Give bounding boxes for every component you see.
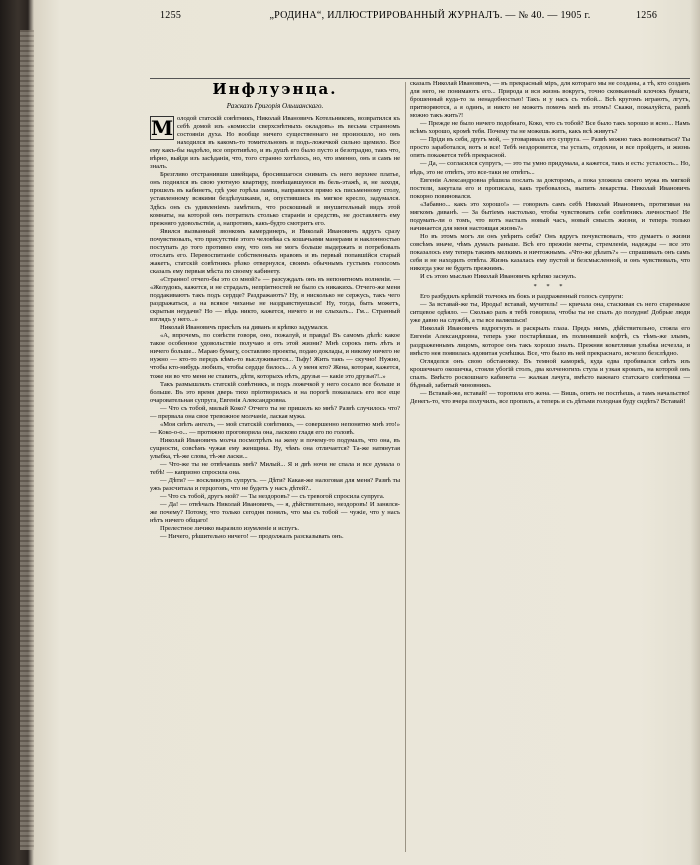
page-number-right: 1256 bbox=[636, 10, 658, 21]
book-gutter bbox=[20, 30, 34, 850]
paragraph: Николай Ивановичъ молча посмотрѣлъ на жену и почему-то подумалъ, что она, въ сущности, совсѣмъ чужая ему женщина. Ну, чѣмъ она отличается? Та-же натянутая улыбка, тѣ-же слова, тѣ-же ласки... bbox=[150, 436, 400, 460]
paragraph: Огляделся онъ свою обстановку. Въ темной каморкѣ, куда едва пробивался свѣтъ изъ крошечнаго окошечка, стояли убогій столъ, два колченогихъ стула и узкая кровать, на которой онъ спалъ. Вмѣсто роскошнаго кабинета — жалкая лачуга, вмѣсто важнаго статскаго совѣтника — бѣдный, забитый чиновникъ. bbox=[410, 357, 690, 389]
paragraph: — Что-же ты не отвѣчаешь мнѣ? Милый... Я и двѣ ночи не спала и все думала о тебѣ! — капризно спросила она. bbox=[150, 461, 400, 477]
section-separator: * * * bbox=[533, 283, 567, 291]
paragraph: — Пріди въ себя, другъ мой, — уговаривала его супруга. — Развѣ можно такъ волноваться? Ты просто заработался, вотъ и все! Тебѣ нездоровится, ты усталъ, отдохни, и все пройдетъ, и жизнь опять покажется тебѣ прекрасной. bbox=[410, 136, 690, 160]
right-column-body bbox=[410, 80, 690, 406]
paragraph: — Что съ тобой, другъ мой? — Ты нездоровъ? — съ тревогой спросила супруга. bbox=[160, 493, 385, 501]
header-rule bbox=[150, 78, 690, 79]
paragraph: — Да! — отвѣчалъ Николай Ивановичъ, — я, дѣйствительно, нездоровъ! И занялся-же почему? Потому, что только сегодня понялъ, что мы съ тобой — чужіе, что у насъ нѣтъ ничего общаго! bbox=[150, 501, 400, 525]
paragraph: Явился вызванный звонкомъ камердинеръ, и Николай Ивановичъ вдругъ сразу почувствовалъ, что присутствіе этого человѣка съ кошачьими манерами и наклонностью поступать до того противно ему, что онъ не могъ больше выдержать и потребовалъ отослать его. Перевоспитаніе собственныхъ нравовъ и въ первый попавшійся старый жакетъ, статскій совѣтникъ рѣзко отвернулся, своимъ обычнымъ густымъ голосомъ сказалъ ему первыя мѣста по своему кабинету. bbox=[150, 227, 400, 275]
paragraph: — Прежде не было ничего подобнаго, Коко, что съ тобой? Все было такъ хорошо и ясно... Намъ всѣмъ хорошо, кромѣ тебя. Почему ты не можешь жить, какъ всѣ живутъ? bbox=[410, 120, 690, 136]
paragraph: Прелестное личико выразило изумленіе и испугъ. bbox=[160, 525, 300, 533]
column-left bbox=[150, 80, 400, 860]
paragraph: «Моя свѣтъ ангелъ, — мой статскій совѣтникъ, — совершенно непонятно мнѣ это!» — Коко-о-о... — протяжно проговорила она, ласково гладя его по головѣ. bbox=[150, 420, 400, 436]
left-column-body bbox=[150, 115, 400, 541]
story-title: Инфлуэнца. bbox=[212, 80, 338, 98]
paragraph: Николай Ивановичъ присѣлъ на диванъ и крѣпко задумался. bbox=[160, 324, 329, 332]
paragraph: Но въ этомъ могъ ли онъ увѣрить себя? Онъ вдругъ почувствовалъ, что думаетъ о жизни совсѣмъ иначе, чѣмъ думалъ раньше. Всѣ его прежнія мечты, стремленія, надежды — все это показалось ему теперь такимъ мелкимъ и ничтожнымъ. «Что-же дѣлать?» — спрашивалъ онъ самъ себя и не находилъ отвѣта. Жизнь казалась ему пустой и безсмысленной, и онъ чувствовалъ, что никогда уже не будетъ прежнимъ. bbox=[410, 232, 690, 273]
paragraph: «А, впрочемъ, по совѣсти говоря, оно, пожалуй, и правда! Въ самомъ дѣлѣ: какое такое особенное удовольствіе получаю я отъ этой жизни? Мнѣ сорокъ пять лѣтъ и ничего больше... Мараю бумагу, составляю проекты, подаю доклады, и никому ничего не нужно — кто-то передъ кѣмъ-то выслуживается... Тьфу! Жить такъ — скучно! Нужно, чтобы кто-нибудь любилъ, чтобы сердце билось... А у меня кто? Жена, которая, кажется, тоже ни во что меня не ставитъ, дѣти, которыхъ нѣтъ, друзья — какіе это друзья?!..» bbox=[150, 332, 400, 380]
paragraph: «Забавно... какъ это хорошо!» — говорилъ самъ себѣ Николай Ивановичъ, протягивая на мягкомъ диванѣ. — За бытіемъ настолько, чтобы чувствовать себя совѣтникъ личностью! Не подумать-ли о томъ, что вотъ насталъ новый часъ, новый смыслъ жизни, и теперь только начинается для меня настоящая жизнь?» bbox=[410, 200, 690, 232]
page-number-left: 1255 bbox=[160, 10, 182, 21]
story-subtitle: Разсказъ Григорія Ольшанскаго. bbox=[226, 102, 324, 110]
paragraph: олодой статскій совѣтникъ, Николай Ивановичъ Котельниковъ, возвратился къ себѣ домой изъ «комиссіи сверхсмѣтныхъ окладовъ» въ весьма странномъ состояніи духа. Но вообще ничего существеннаго не произошло, но онъ находился въ какомъ-то томительномъ и подъ-ложечкой сильно щемило. Все ему какъ-бы надоѣло, все опротивѣло, и въ душѣ его было пусто и безотрадно, такъ что, вѣрно, выйдя изъ засѣданія, что, того странно хотѣлось, но, что именно, онъ и самъ не зналъ. bbox=[150, 115, 400, 171]
paragraph: — Дѣти? — воскликнулъ супругъ. — Дѣти? Какая-же налоговая для меня? Развѣ ты ужъ разсчитала и герцоговъ, что не будетъ у насъ дѣтей?.. bbox=[150, 477, 400, 493]
drop-cap: М bbox=[151, 116, 174, 140]
paragraph: — Что съ тобой, милый Коко? Отчего ты не пришелъ ко мнѣ? Развѣ случилось что? — прервала она свое тревожное молчаніе, лаская мужа. bbox=[150, 404, 400, 420]
paragraph: — За вставай-же ты, Ироды! вставай, мучитель! — кричала она, стаскивая съ него старенькое ситцевое одѣяло. — Сколько разъ я тебѣ говорила, чтобы ты не спалъ до полудня! Добрые люди уже давно на службѣ, а ты все валяешься! bbox=[410, 301, 690, 325]
column-divider bbox=[405, 82, 406, 852]
paragraph: Брезгливо отстранивши швейцара, бросившагося снимать съ него верхнее платье, онъ поднялся въ свою уютную квартиру, помѣщавшуюся въ бель-этажѣ, и, не заходя, прошелъ въ кабинетъ, гдѣ уже горѣла лампа, направился прямо къ письменному столу, уставленному всякими бездѣлушками, и, опустившись въ мягкое кресло, задумался. Здѣсь онъ съ удивленіемъ замѣтилъ, что роскошный и внушительный видъ этой комнаты, на которой онъ потратилъ столько старанія и средствъ, не доставляетъ ему прежняго удовольствія, а, напротивъ, какъ-будто смотритъ его. bbox=[150, 171, 400, 227]
paragraph: сказалъ Николай Ивановичъ, — въ прекрасный міръ, для котораго мы не созданы, а тѣ, кто созданъ для него, не понимаютъ его... Природа и вся жизнь вокругъ, точно скомканный клочокъ бумаги, брошенный куда-то за ненадобностью! Такъ и у насъ съ тобой... Всѣ кругомъ играютъ, лгутъ, притворяются, а я одинъ, и никто не можетъ помочь мнѣ въ этомъ! Скажи, пожалуйста, развѣ можно такъ жить?! bbox=[410, 80, 690, 120]
paragraph: Николай Ивановичъ вздрогнулъ и раскрылъ глаза. Предъ нимъ, дѣйствительно, стояла его Евгенія Александровна, теперь уже постарѣвшая, въ полинявшей кофтѣ, съ тѣмъ-же злымъ, раздраженнымъ лицомъ, которое онъ такъ хорошо зналъ. Прежняя кокетливая улыбка исчезла, и вмѣсто нея появилась ядовитая усмѣшка. Все, что было въ ней прекраснаго, исчезло безслѣдно. bbox=[410, 325, 690, 357]
paragraph: Его разбудилъ крѣпкій толчокъ въ бокъ и раздраженный голосъ супруги: bbox=[420, 293, 624, 301]
journal-title: „РОДИНА“, ИЛЛЮСТРИРОВАННЫЙ ЖУРНАЛЪ. — № 40. — 1905 г. bbox=[269, 10, 591, 21]
paragraph: Такъ размышлялъ статскій совѣтникъ, и подъ ложечкой у него сосало все больше и больше. Въ это время дверь тихо пріотворилась и на порогѣ показалась его все еще очаровательная супруга, Евгенія Александровна. bbox=[150, 380, 400, 404]
column-right bbox=[410, 80, 690, 860]
paragraph: Евгенія Александровна рѣшила послать за докторомъ, а пока уложила своего мужа въ мягкой постели, закутала его и прописала, какъ требовалось, выпить лекарства. Николай Ивановичъ покорно повиновался. bbox=[410, 176, 690, 200]
paragraph: — Вставай-же, вставай! — торопила его жена. — Вишь, опять не поспѣешь, а тамъ начальство! Денегъ-то, что вчера получилъ, все пропилъ, а теперь и съ дѣтьми голодная буду сидѣть? Вставай! bbox=[410, 389, 690, 405]
paragraph: «Странно! отчего-бы это со мной?» — разсуждалъ онъ въ непонятномъ волненіи. — «Желудокъ, кажется, и не страдалъ, непріятностей не было съ никакихъ. Отчего-же меня поддакиваютъ такъ подъ сердце? Раздражаютъ? Ну, я нисколько не сержусь, такъ чего раздражаться, а на всякое чиханье не наздравствуешься! Ну, тогда, быть можетъ, скрытыя неудачи? Но — вѣдь никто, кажется, ничего и не слыхалъ... Гм... Странный взглядъ у него...» bbox=[150, 275, 400, 324]
paragraph: И съ этою мыслью Николай Ивановичъ крѣпко заснулъ. bbox=[420, 273, 577, 281]
paragraph: — Да, — согласился супругъ, — это ты умно придумала, а кажется, такъ и есть: усталость... Но, вѣдь, это не отвѣтъ, это все-таки не отвѣтъ... bbox=[410, 160, 690, 176]
paragraph: — Ничего, рѣшительно ничего! — продолжалъ разсказывать онъ. bbox=[160, 533, 344, 541]
